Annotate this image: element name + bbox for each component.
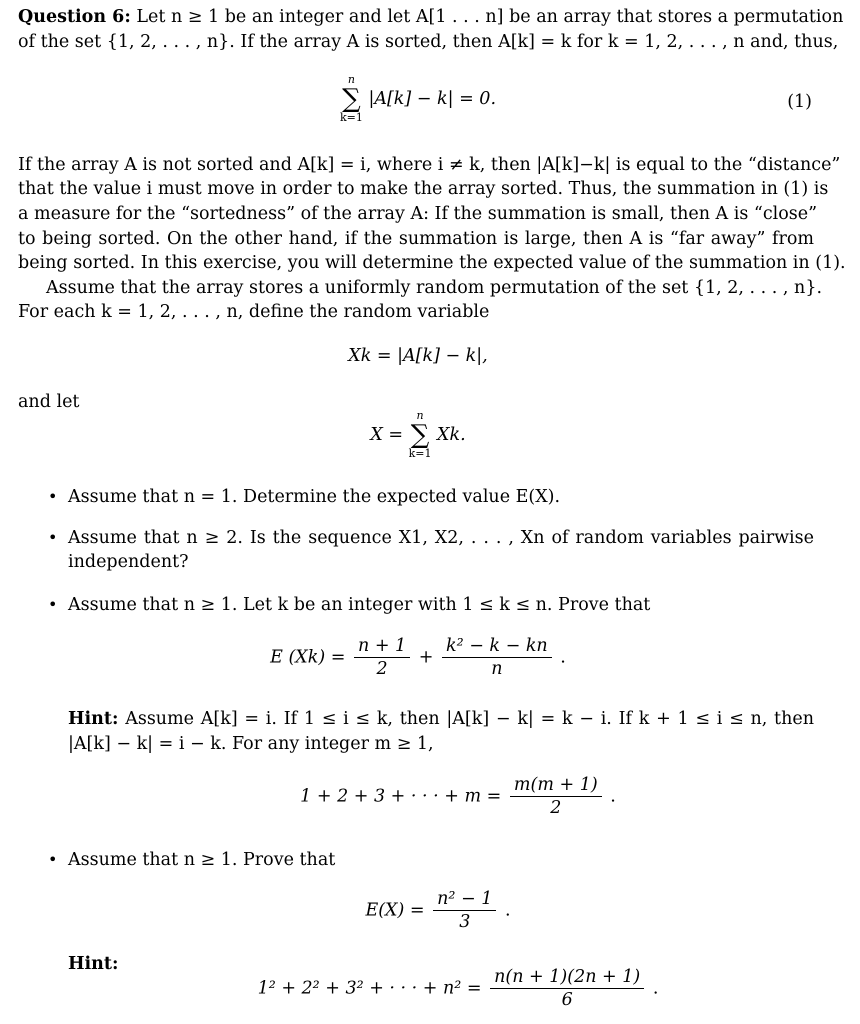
- bullet-3-text: Assume that n ≥ 1. Let k be an integer with 1 ≤ k ≤ n. Prove that: [68, 595, 651, 615]
- para-line-1: If the array A is not sorted and A[k] = i, where i ≠ k, then |A[k]−k| is equal to the “distance”: [18, 155, 841, 175]
- bullet-2-line-2: independent?: [68, 552, 189, 572]
- equation-sum-squares: 1² + 2² + 3² + · · · + n² = $\frac{n(n + 1)(2n + 1)}{6}$ .: [257, 967, 659, 1010]
- equation-number: (1): [787, 92, 812, 112]
- equation-xk: Xk = |A[k] − k|,: [348, 346, 488, 366]
- question-heading: Question 6:: [18, 7, 131, 27]
- hint-1-line-1: Hint: Assume A[k] = i. If 1 ≤ i ≤ k, then |A[k] − k| = k − i. If k + 1 ≤ i ≤ n, then: [68, 709, 814, 729]
- sum-symbol: n ∑ k=1: [408, 409, 432, 460]
- hint-1-line-2: |A[k] − k| = i − k. For any integer m ≥ 1,: [68, 734, 434, 754]
- bullet-2-line-1: Assume that n ≥ 2. Is the sequence X1, X2, . . . , Xn of random variables pairwise: [68, 528, 814, 548]
- hint-2-label: Hint:: [68, 954, 119, 974]
- fraction: $\frac{m(m + 1)}{2}$: [510, 774, 602, 819]
- bullet-icon: •: [48, 487, 58, 506]
- equation-1: n ∑ k=1 |A[k] − k| = 0.: [339, 73, 497, 124]
- para-line-2: that the value i must move in order to make the array sorted. Thus, the summation in (1) is: [18, 179, 829, 199]
- intro-line-2: of the set {1, 2, . . . , n}. If the array A is sorted, then A[k] = k for k = 1, 2, . . . , n and, thus,: [18, 32, 839, 52]
- equation-expectation-x: E(X) = $\frac{\text{n² − 1}}{3}$ .: [365, 889, 511, 932]
- equation-sum-m: 1 + 2 + 3 + · · · + m = $\frac{m(m + 1)}{2}$ .: [300, 775, 616, 818]
- fraction: $\frac{\text{k² − k − kn}}{n}$: [442, 635, 552, 680]
- and-let-text: and let: [18, 392, 80, 412]
- para-line-4: to being sorted. On the other hand, if the summation is large, then A is “far away” from: [18, 229, 814, 249]
- bullet-icon: •: [48, 850, 58, 869]
- bullet-icon: •: [48, 595, 58, 614]
- bullet-1-text: Assume that n = 1. Determine the expected value E(X).: [68, 487, 561, 507]
- bullet-4-text: Assume that n ≥ 1. Prove that: [68, 850, 336, 870]
- bullet-icon: •: [48, 528, 58, 547]
- sum-symbol: n ∑ k=1: [339, 73, 363, 124]
- fraction: $\frac{n(n + 1)(2n + 1)}{6}$: [490, 966, 644, 1011]
- para-line-5: being sorted. In this exercise, you will determine the expected value of the summation in (1).: [18, 253, 846, 273]
- fraction: $\frac{\text{n² − 1}}{3}$: [433, 888, 496, 933]
- fraction: $\frac{n + 1}{2}$: [354, 635, 410, 680]
- equation-expectation-xk: E (Xk) = $\frac{n + 1}{2}$ + $\frac{\text{k² − k − kn}}{n}$ .: [270, 636, 566, 679]
- equation-x-sum: X = n ∑ k=1 Xk.: [370, 409, 466, 460]
- para-line-6: Assume that the array stores a uniformly random permutation of the set {1, 2, . . . , n}.: [46, 278, 823, 298]
- para-line-3: a measure for the “sortedness” of the array A: If the summation is small, then A is “close”: [18, 204, 818, 224]
- intro-line-1: Question 6: Let n ≥ 1 be an integer and let A[1 . . . n] be an array that stores a permutation: [18, 7, 844, 27]
- para-line-7: For each k = 1, 2, . . . , n, define the random variable: [18, 302, 490, 322]
